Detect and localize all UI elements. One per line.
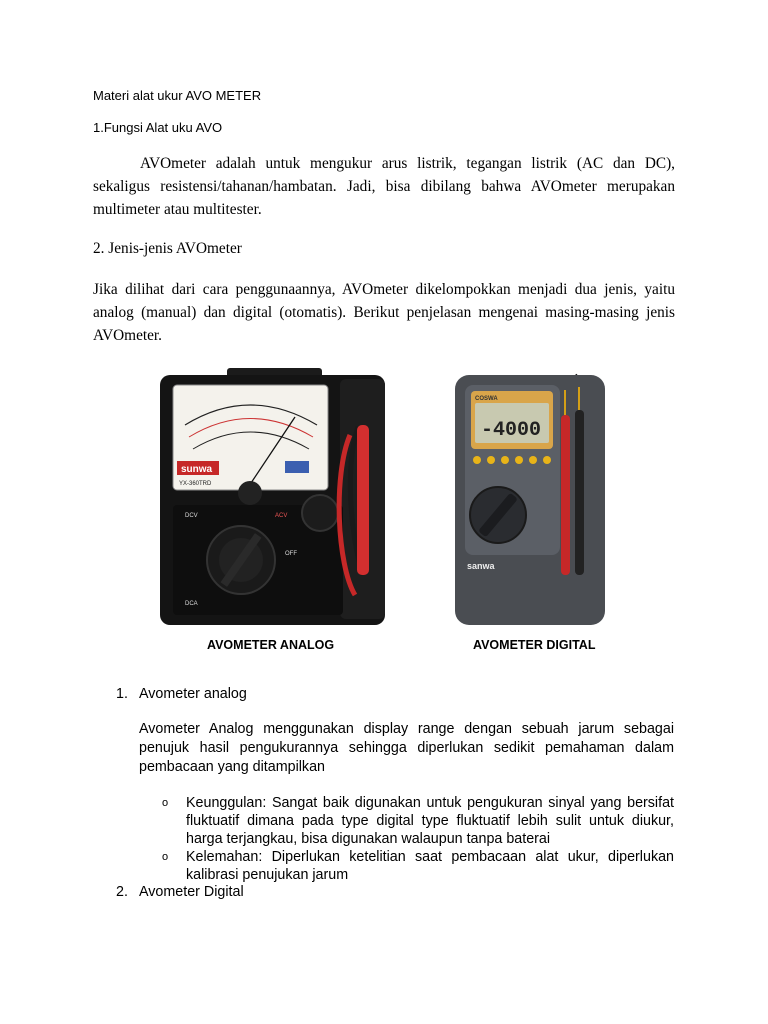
svg-text:DCV: DCV bbox=[185, 513, 198, 519]
svg-text:OFF: OFF bbox=[285, 551, 297, 557]
section-2-heading: 2. Jenis-jenis AVOmeter bbox=[93, 240, 242, 257]
caption-analog: AVOMETER ANALOG bbox=[207, 638, 335, 652]
paragraph-jenis: Jika dilihat dari cara penggunaannya, AVOmeter dikelompokkan menjadi dua jenis, yaitu analog (manual) dan digital (otomatis). Berikut penjelasan mengenai masing-masing jenis AVOmeter. bbox=[93, 281, 675, 344]
list-item-1-number: 1. bbox=[116, 686, 128, 702]
list-item-2-number: 2. bbox=[116, 884, 128, 900]
analog-meter-image bbox=[160, 368, 385, 625]
bullet-keunggulan: Keunggulan: Sangat baik digunakan untuk pengukuran sinyal yang bersifat fluktuatif dimana pada type digital type fluktuatif lebih sulit untuk diukur, harga terjangkau, bisa digunakan walaupun tanpa baterai bbox=[186, 795, 674, 847]
digital-reading: -4000 bbox=[481, 419, 542, 442]
list-item-1-label: Avometer analog bbox=[139, 686, 247, 702]
list-item-2-label: Avometer Digital bbox=[139, 884, 244, 900]
digital-brand-bottom: sanwa bbox=[467, 561, 495, 571]
analog-brand: sunwa bbox=[181, 464, 213, 475]
analog-description: Avometer Analog menggunakan display range dengan sebuah jarum sebagai penujuk hasil pengukurannya sehingga diperlukan sedikit pemahaman dalam pembacaan yang ditampilkan bbox=[139, 721, 674, 775]
avometer-figure bbox=[155, 365, 615, 660]
caption-digital: AVOMETER DIGITAL bbox=[473, 638, 596, 652]
svg-text:DCA: DCA bbox=[185, 601, 198, 607]
digital-meter-image bbox=[455, 375, 605, 625]
avometer-illustration bbox=[155, 365, 615, 660]
doc-title: Materi alat ukur AVO METER bbox=[93, 88, 262, 103]
svg-text:ACV: ACV bbox=[275, 513, 288, 519]
bullet-kelemahan: Kelemahan: Diperlukan ketelitian saat pembacaan alat ukur, diperlukan kalibrasi penujukan jarum bbox=[186, 849, 674, 883]
digital-brand: COSWA bbox=[475, 396, 498, 402]
bullet-mark: o bbox=[162, 797, 169, 809]
bullet-mark: o bbox=[162, 851, 169, 863]
analog-model: YX-360TRD bbox=[179, 481, 212, 487]
paragraph-fungsi: AVOmeter adalah untuk mengukur arus listrik, tegangan listrik (AC dan DC), sekaligus resistensi/tahanan/hambatan. Jadi, bisa dibilang bahwa AVOmeter merupakan multimeter atau multitester. bbox=[93, 155, 675, 218]
section-1-heading: 1.Fungsi Alat uku AVO bbox=[93, 120, 223, 135]
